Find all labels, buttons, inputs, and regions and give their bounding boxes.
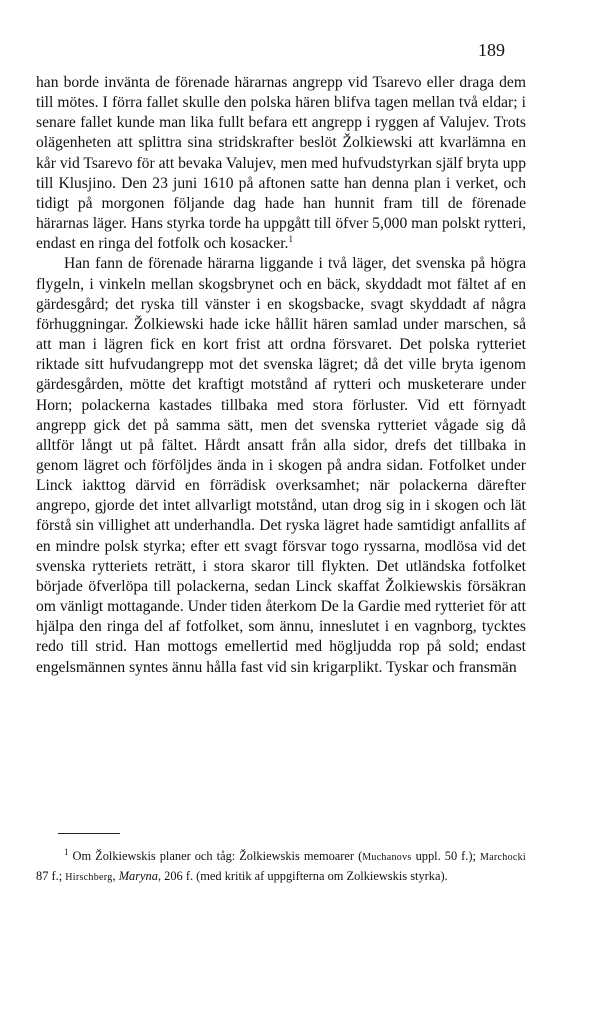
footnote-marker: 1 — [64, 846, 69, 857]
paragraph-1-text: han borde invänta de förenade härarnas angrepp vid Tsarevo eller draga dem till mötes. I förra fallet skulle den polska hären blifva tagen mellan två eldar; i senare fallet kunde man lika fullt befara ett angrepp i ryggen af Valujev. Trots olägenheten att splittra sina stridskrafter beslöt Žolkiewski att kvarlämna en kår vid Tsarevo för att bevaka Valujev, men med hufvudstyrkan själf bryta upp till Klusjino. Den 23 juni 1610 på aftonen satte han denna plan i verket, och tidigt på morgonen följande dag hade han hunnit fram till de förenade härarnas läger. Hans styrka torde ha uppgått till öfver 5,000 man polskt rytteri, endast en ringa del fotfolk och kosacker. — [36, 74, 526, 253]
footnote-divider — [58, 833, 120, 834]
footnote-text-d: , — [112, 869, 119, 883]
footnote-author-hirschberg: Hirschberg — [65, 872, 113, 883]
footnote-author-marchocki: Marchocki — [479, 852, 526, 863]
footnote-title-maryna: Maryna — [118, 869, 158, 883]
footnote-text-e: , 206 f. (med kritik af uppgifterna om Zolkiewskis styrka). — [157, 869, 448, 883]
footnote-text-a: Om Žolkiewskis planer och tåg: Žolkiewskis memoarer ( — [72, 849, 363, 863]
footnote-author-muchanov: Muchanovs — [362, 852, 412, 863]
footnote — [36, 847, 526, 887]
body-text — [36, 73, 526, 678]
page-number: 189 — [478, 40, 505, 60]
paragraph-1 — [36, 73, 526, 254]
paragraph-2: Han fann de förenade härarna liggande i två läger, det svenska på högra flygeln, i vinkeln mellan skogsbrynet och en bäck, skyddadt mot fältet af en gärdesgård; det ryska till vänster i en skogsbacke, svagt skyddadt af några förhuggningar. Žolkiewski hade icke hållit hären samlad under marschen, så att man i lägren fick en kort frist att ordna försvaret. Det polska rytteriet riktade sitt hufvudangrepp mot det svenska lägret; då det ville bryta igenom gärdesgården, mötte det kraftigt motstånd af rytteri och musketerare under Horn; polackerna kastades tillbaka med stora förluster. Vid ett förnyadt angrepp gick det på samma sätt, men det svenska rytteriet vågade sig då alltför långt ut på fältet. Hårdt ansatt från alla sidor, drefs det tillbaka in genom lägret och förföljdes ända in i skogen på andra sidan. Fotfolket under Linck iakttog därvid en förrädisk overksamhet; när polackerna därefter angrepo, gjorde det intet allvarligt motstånd, utan drog sig in i skogen och lät förstå sin villighet att underhandla. Det ryska lägret hade samtidigt anfallits af en mindre polsk styrka; efter ett svagt försvar togo ryssarna, modlösa vid det svenska rytteriets reträtt, i stora skaror till flykten. Det utländska fotfolket började öfverlöpa till polackerna, sedan Linck skaffat Žolkiewskis försäkran om vänligt mottagande. Under tiden återkom De la Gardie med rytteriet för att hjälpa den ringa del af fotfolket, som ännu, inneslutet i en vagnborg, tycktes redo till strid. Han mottogs emellertid med högljudda rop på sold; endast engelsmännen syntes ännu hålla fast vid sin krigarplikt. Tyskar och fransmän — [36, 255, 526, 676]
footnote-text-c: 87 f.; — [36, 869, 66, 883]
footnote-text-b: uppl. 50 f.); — [411, 849, 480, 863]
footnote-reference: 1 — [288, 234, 293, 245]
